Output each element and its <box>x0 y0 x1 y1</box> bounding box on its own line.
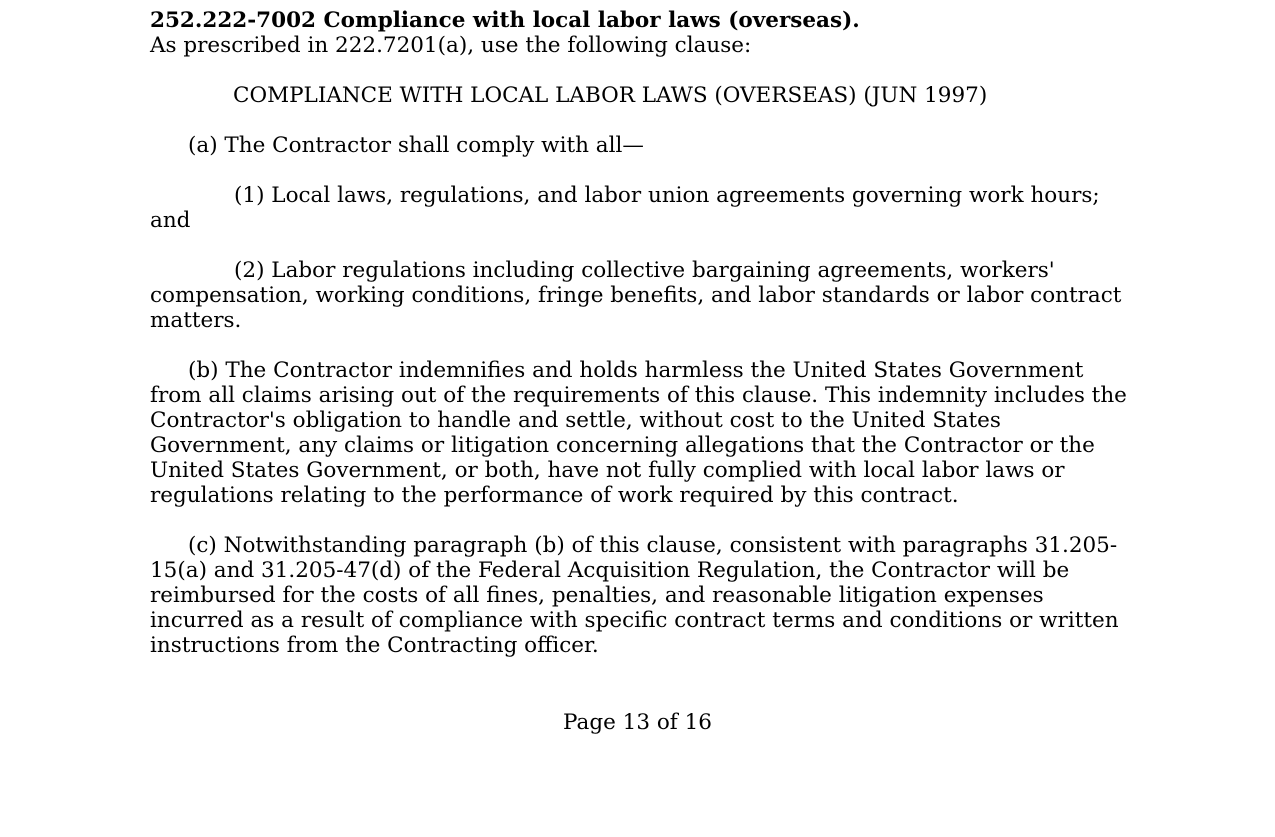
prescription-text: As prescribed in 222.7201(a), use the following clause: <box>150 33 752 58</box>
paragraph-a-1: (1) Local laws, regulations, and labor union agreements governing work hours; and <box>150 183 1100 233</box>
paragraph-b: (b) The Contractor indemnifies and holds harmless the United States Government from all claims arising out of the requirements of this clause. This indemnity includes the Contractor's obligation to handle and settle, without cost to the United States Government, any claims or litigation concerning allegations that the Contractor or the United States Government, or both, have not fully complied with local labor laws or regulations relating to the performance of work required by this contract. <box>150 358 1127 508</box>
section-heading: 252.222-7002 Compliance with local labor laws (overseas). <box>150 8 860 33</box>
document-page <box>150 8 1130 658</box>
page-number: Page 13 of 16 <box>563 710 712 735</box>
clause-title: COMPLIANCE WITH LOCAL LABOR LAWS (OVERSEAS) (JUN 1997) <box>233 83 988 108</box>
paragraph-a-2: (2) Labor regulations including collective bargaining agreements, workers' compensation, working conditions, fringe benefits, and labor standards or labor contract matters. <box>150 258 1122 333</box>
paragraph-c: (c) Notwithstanding paragraph (b) of this clause, consistent with paragraphs 31.205-15(a) and 31.205-47(d) of the Federal Acquisition Regulation, the Contractor will be reimbursed for the costs of all fines, penalties, and reasonable litigation expenses incurred as a result of compliance with specific contract terms and conditions or written instructions from the Contracting officer. <box>150 533 1119 658</box>
paragraph-a: (a) The Contractor shall comply with all— <box>188 133 644 158</box>
